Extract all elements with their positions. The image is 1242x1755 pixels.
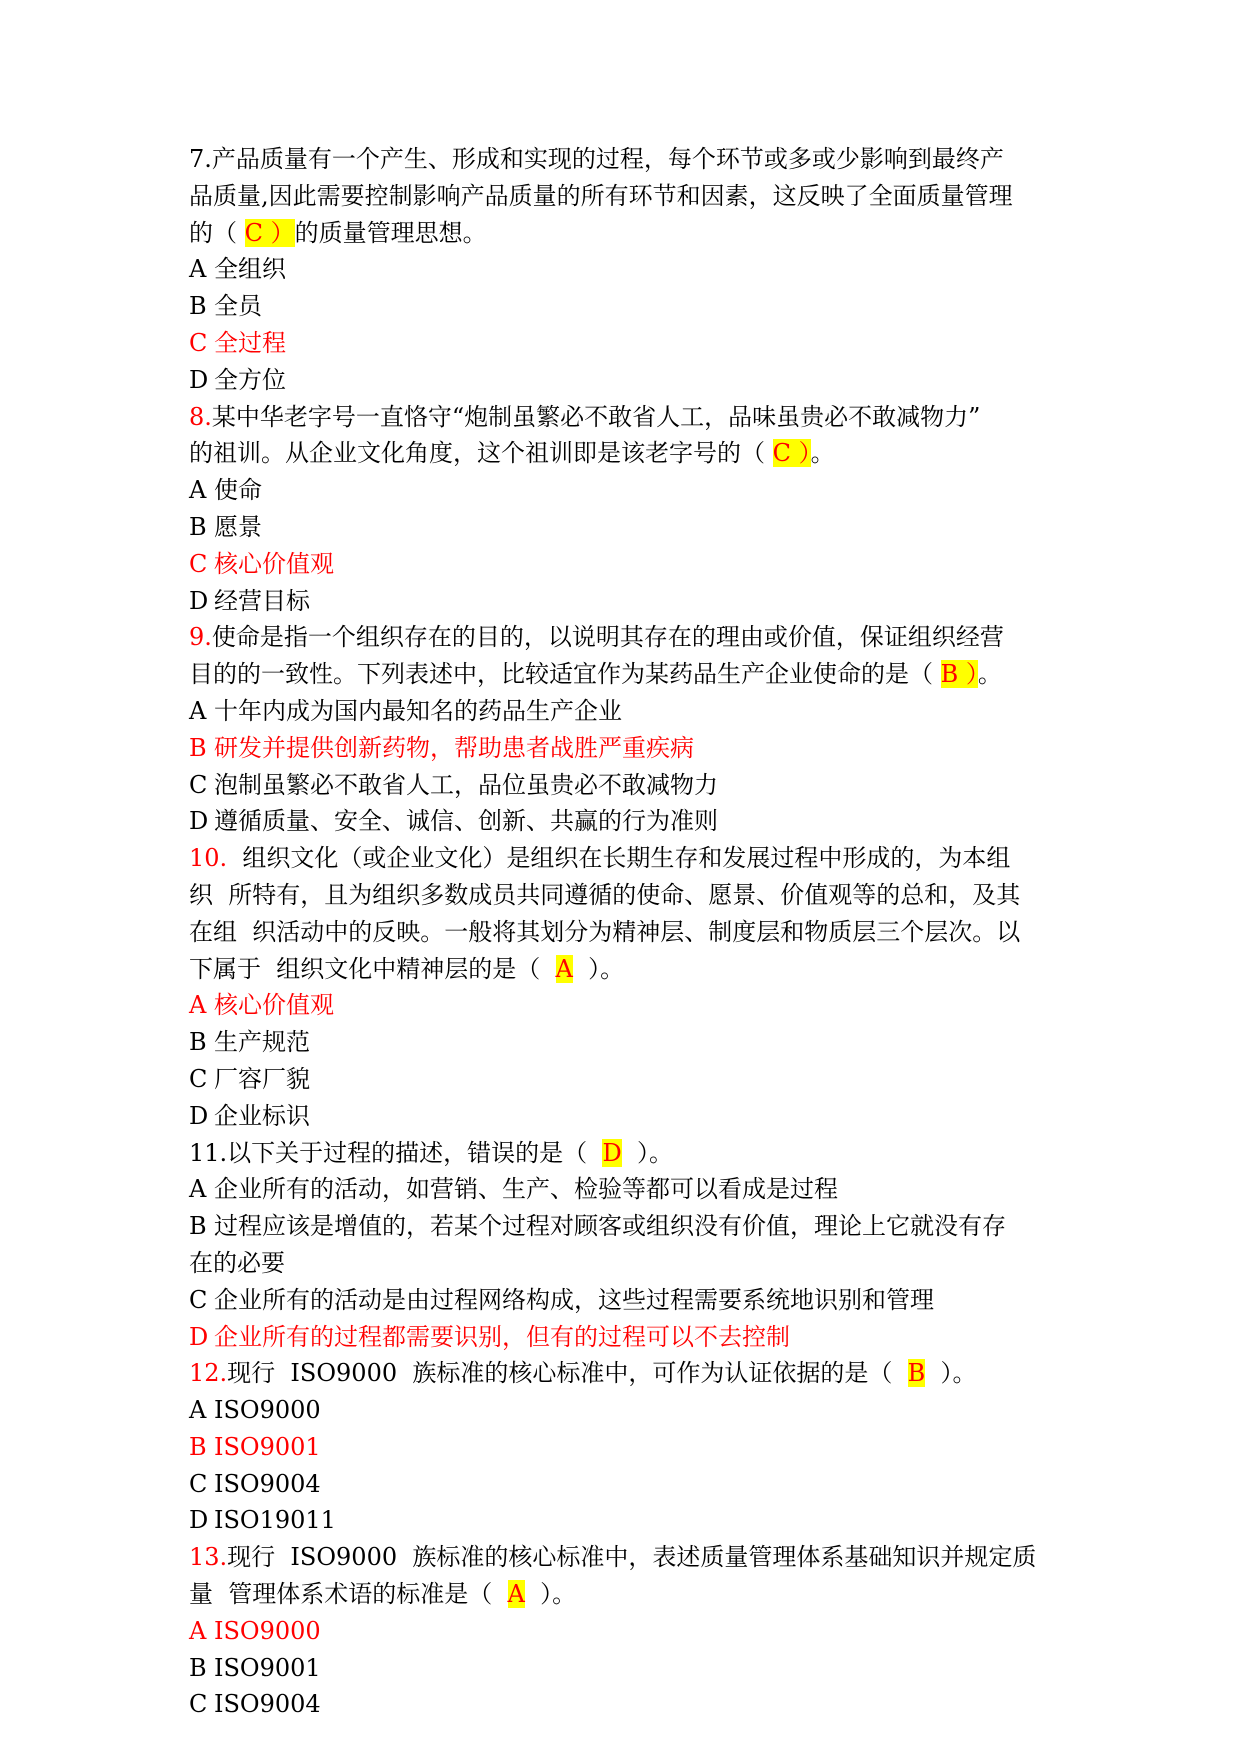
exam-questions [189,141,1069,1723]
question-text: 目的的一致性。下列表述中，比较适宜作为某药品生产企业使命的是（ [189,660,941,689]
option-d: D ISO19011 [189,1506,336,1535]
question-text: 的祖训。从企业文化角度，这个祖训即是该老字号的（ [189,439,773,468]
question-text: ）。 [925,1359,977,1388]
option-b: B 过程应该是增值的，若某个过程对顾客或组织没有价值，理论上它就没有存 [189,1212,1006,1241]
question-8-line-2 [189,435,1069,472]
question-text: 现行 ISO9000 族标准的核心标准中，表述质量管理体系基础知识并规定质 [227,1543,1037,1572]
option-d-correct: D 企业所有的过程都需要识别，但有的过程可以不去控制 [189,1322,790,1351]
answer-highlight: C ） [772,439,811,468]
question-text: 产品质量有一个产生、形成和实现的过程，每个环节或多或少影响到最终产 [211,145,1004,173]
option-b: B 愿景 [189,512,262,541]
question-text: 织 所特有，且为组织多数成员共同遵循的使命、愿景、价值观等的总和，及其 [189,880,1021,909]
option-c: C ISO9004 [189,1469,321,1498]
question-text: 使命是指一个组织存在的目的，以说明其存在的理由或价值，保证组织经营 [211,623,1004,652]
question-text: 以下关于过程的描述，错误的是（ [227,1138,603,1167]
option-b: B 生产规范 [189,1028,310,1057]
question-12-line-1 [189,1355,1069,1392]
question-10-line-4 [189,951,1069,988]
option-b: B 全员 [189,292,262,321]
question-number: 13. [189,1543,228,1572]
question-text: 量 管理体系术语的标准是（ [189,1580,508,1609]
answer-highlight: B [907,1359,926,1388]
question-number: 12. [189,1359,228,1388]
answer-highlight: A [507,1580,525,1609]
question-text: 现行 ISO9000 族标准的核心标准中，可作为认证依据的是（ [227,1359,908,1388]
question-text: 。 [810,439,835,468]
answer-highlight: C ） [244,218,295,247]
option-a: A 十年内成为国内最知名的药品生产企业 [189,696,622,725]
question-13-line-1 [189,1539,1069,1576]
question-text: ）。 [524,1580,577,1609]
question-number: 7. [189,145,212,173]
question-text: 某中华老字号一直恪守“炮制虽繁必不敢省人工，品味虽贵必不敢减物力” [211,402,981,431]
answer-highlight: B ） [940,660,978,689]
option-a-correct: A ISO9000 [189,1616,321,1645]
question-7-line-1 [189,141,1069,178]
question-13-line-2 [189,1576,1069,1613]
option-b-correct: B 研发并提供创新药物，帮助患者战胜严重疾病 [189,733,694,762]
question-number: 8. [189,402,212,431]
option-d: D 遵循质量、安全、诚信、创新、共赢的行为准则 [189,807,718,836]
question-text: 。 [977,660,1002,689]
question-7-line-3 [189,215,1069,252]
option-c: C 厂容厂貌 [189,1064,310,1093]
option-c-correct: C 全过程 [189,328,286,357]
question-number: 9. [189,623,212,652]
option-d: D 企业标识 [189,1101,310,1130]
option-b: B ISO9001 [189,1653,321,1682]
question-text: ）。 [621,1138,673,1167]
question-number: 11. [189,1138,228,1167]
option-b-continuation: 在的必要 [189,1248,285,1277]
question-text: ）。 [572,954,625,983]
question-8-line-1 [189,399,1069,436]
option-a-correct: A 核心价值观 [189,991,334,1020]
option-c: C 泡制虽繁必不敢省人工，品位虽贵必不敢减物力 [189,770,718,799]
question-number: 10. [189,844,228,873]
option-c: C 企业所有的活动是由过程网络构成，这些过程需要系统地识别和管理 [189,1285,934,1314]
option-b-correct: B ISO9001 [189,1432,321,1461]
question-7-line-2 [189,178,1069,215]
question-9-line-2 [189,656,1069,693]
answer-highlight: D [602,1138,622,1167]
question-text: 在组 织活动中的反映。一般将其划分为精神层、制度层和物质层三个层次。以 [189,917,1021,946]
option-a: A 使命 [189,476,262,505]
question-text: 组织文化（或企业文化）是组织在长期生存和发展过程中形成的，为本组 [227,844,1011,873]
question-10-line-3 [189,914,1069,951]
question-text: 的质量管理思想。 [294,218,487,247]
option-a: A 全组织 [189,255,286,284]
option-c-correct: C 核心价值观 [189,549,334,578]
question-10-line-2 [189,877,1069,914]
option-d: D 经营目标 [189,586,310,615]
question-text: 品质量,因此需要控制影响产品质量的所有环节和因素，这反映了全面质量管理 [189,181,1013,210]
answer-highlight: A [555,954,573,983]
question-10-line-1 [189,840,1069,877]
option-d: D 全方位 [189,365,286,394]
question-text: 下属于 组织文化中精神层的是（ [189,954,556,983]
option-c: C ISO9004 [189,1690,321,1719]
question-9-line-1 [189,619,1069,656]
question-11-line-1 [189,1135,1069,1172]
option-a: A 企业所有的活动，如营销、生产、检验等都可以看成是过程 [189,1175,838,1204]
option-a: A ISO9000 [189,1396,321,1425]
question-text: 的（ [189,218,245,247]
